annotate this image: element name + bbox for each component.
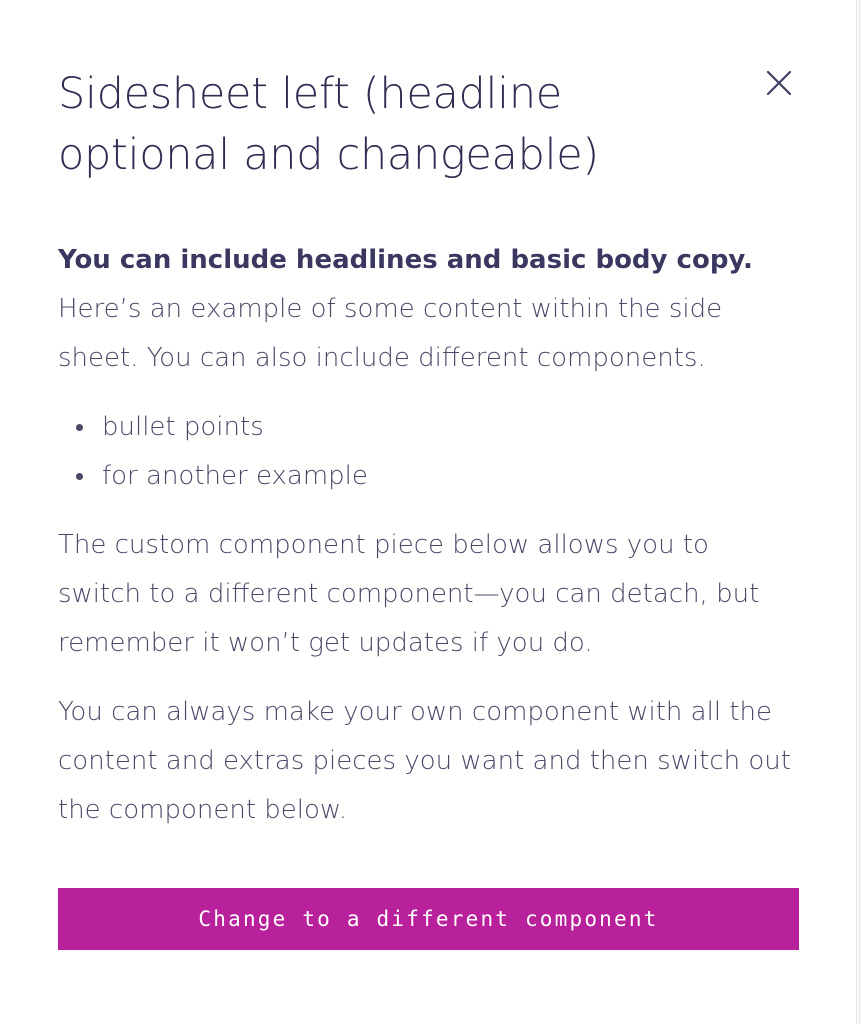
change-component-button[interactable]: Change to a different component	[58, 888, 799, 950]
close-button[interactable]	[760, 64, 798, 102]
intro-paragraph	[58, 236, 798, 383]
intro-bold-text: You can include headlines and basic body copy.	[58, 245, 753, 275]
sheet-headline: Sidesheet left (headline optional and changeable)	[58, 69, 599, 180]
close-icon	[766, 70, 792, 96]
bullet-item: bullet points	[102, 403, 798, 452]
detach-paragraph: The custom component piece below allows you to switch to a different component—you can detach, but remember it won’t get updates if you do.	[58, 530, 760, 658]
sheet-content	[58, 236, 798, 855]
bullet-list	[58, 403, 798, 501]
custom-component-paragraph: You can always make your own component with all the content and extras pieces you want and then switch out the component below.	[58, 697, 791, 825]
intro-body-text: Here’s an example of some content within the side sheet. You can also include different components.	[58, 294, 723, 373]
bullet-item: for another example	[102, 452, 798, 501]
